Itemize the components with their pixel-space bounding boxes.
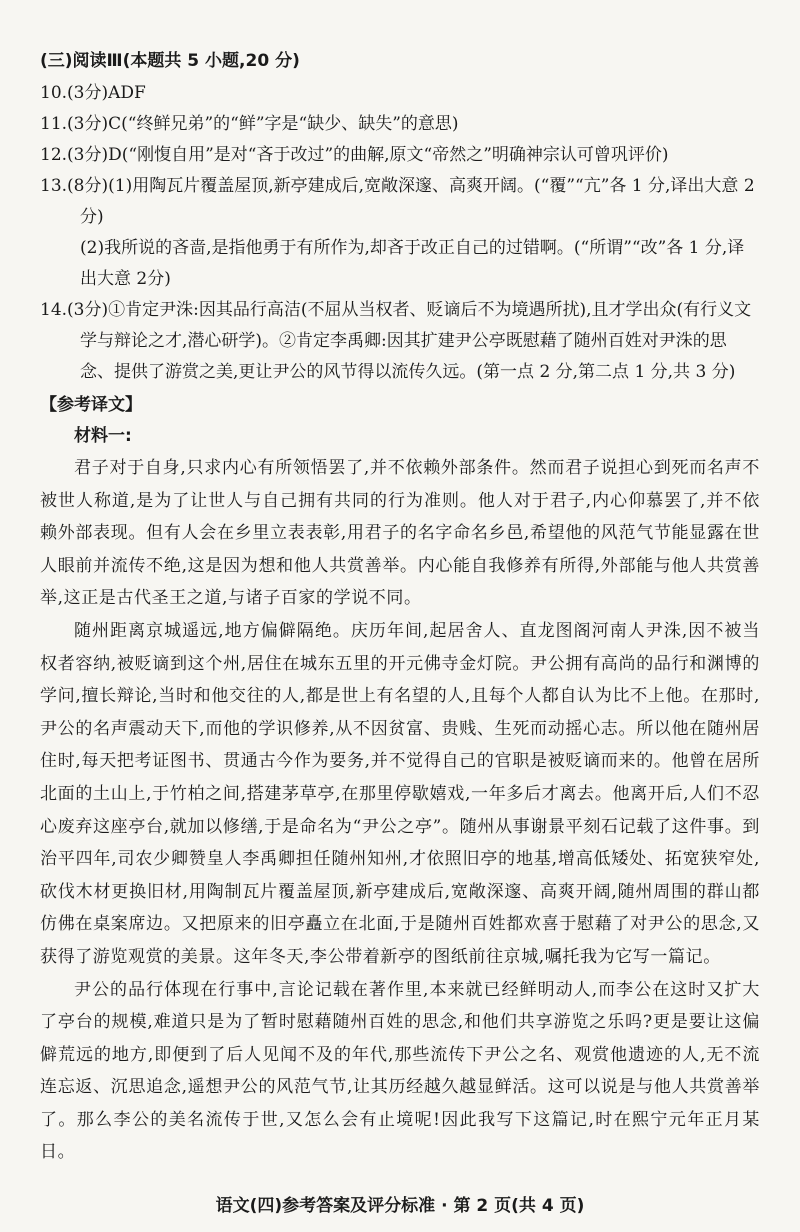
material-one-title: 材料一: — [74, 426, 132, 446]
translation-paragraph-1: 君子对于自身,只求内心有所领悟罢了,并不依赖外部条件。然而君子说担心到死而名声不被世人称道,是为了让世人与自己拥有共同的行为准则。他人对于君子,内心仰慕罢了,并不依赖外部表现。但有人会在乡里立表表彰,用君子的名字命名乡邑,希望他的风范气节能显露在世人眼前并流传不绝,这是因为想和他人共赏善举。内心能自我修养有所得,外部能与他人共赏善举,这正是古代圣王之道,与诸子百家的学说不同。 — [40, 458, 760, 609]
answer-13-part-1: 13.(8分)(1)用陶瓦片覆盖屋顶,新亭建成后,宽敞深邃、高爽开阔。(“覆”“亢”各 1 分,译出大意 2分) — [40, 176, 755, 227]
answer-list — [40, 78, 760, 388]
page-footer: 语文(四)参考答案及评分标准 · 第 2 页(共 4 页) — [215, 1196, 585, 1216]
answer-12: 12.(3分)D(“刚愎自用”是对“吝于改过”的曲解,原文“帝然之”明确神宗认可曾巩评价) — [40, 145, 669, 165]
reference-translation-title: 【参考译文】 — [40, 395, 142, 415]
section-title: (三)阅读Ⅲ(本题共 5 小题,20 分) — [40, 51, 300, 71]
translation-paragraph-3: 尹公的品行体现在行事中,言论记载在著作里,本来就已经鲜明动人,而李公在这时又扩大了亭台的规模,难道只是为了暂时慰藉随州百姓的思念,和他们共享游览之乐吗?更是要让这偏僻荒远的地方,即便到了后人见闻不及的年代,那些流传下尹公之名、观赏他遗迹的人,无不流连忘返、沉思追念,遥想尹公的风范气节,让其历经越久越显鲜活。这可以说是与他人共赏善举了。那么李公的美名流传于世,又怎么会有止境呢!因此我写下这篇记,时在熙宁元年正月某日。 — [40, 979, 760, 1163]
answer-11: 11.(3分)C(“终鲜兄弟”的“鲜”字是“缺少、缺失”的意思) — [40, 114, 459, 134]
translation-paragraph-2: 随州距离京城遥远,地方偏僻隔绝。庆历年间,起居舍人、直龙图阁河南人尹洙,因不被当权者容纳,被贬谪到这个州,居住在城东五里的开元佛寺金灯院。尹公拥有高尚的品行和渊博的学问,擅长辩论,当时和他交往的人,都是世上有名望的人,且每个人都自认为比不上他。在那时,尹公的名声震动天下,而他的学识修养,从不因贫富、贵贱、生死而动摇心志。所以他在随州居住时,每天把考证图书、贯通古今作为要务,并不觉得自己的官职是被贬谪而来的。他曾在居所北面的土山上,于竹柏之间,搭建茅草亭,在那里停歇嬉戏,一年多后才离去。他离开后,人们不忍心废弃这座亭台,就加以修缮,于是命名为“尹公之亭”。随州从事谢景平刻石记载了这件事。到治平四年,司农少卿赞皇人李禹卿担任随州知州,才依照旧亭的地基,增高低矮处、拓宽狭窄处,砍伐木材更换旧材,用陶制瓦片覆盖屋顶,新亭建成后,宽敞深邃、高爽开阔,随州周围的群山都仿佛在桌案席边。又把原来的旧亭矗立在北面,于是随州百姓都欢喜于慰藉了对尹公的思念,又获得了游览观赏的美景。这年冬天,李公带着新亭的图纸前往京城,嘱托我为它写一篇记。 — [40, 620, 760, 967]
answer-13-part-2: (2)我所说的吝啬,是指他勇于有所作为,却吝于改正自己的过错啊。(“所谓”“改”各 1 分,译出大意 2分) — [80, 238, 745, 289]
answer-10: 10.(3分)ADF — [40, 83, 146, 103]
answer-14: 14.(3分)①肯定尹洙:因其品行高洁(不屈从当权者、贬谪后不为境遇所扰),且才学出众(有行义文学与辩论之才,潜心研学)。②肯定李禹卿:因其扩建尹公亭既慰藉了随州百姓对尹洙的思念、提供了游赏之美,更让尹公的风节得以流传久远。(第一点 2 分,第二点 1 分,共 3 分) — [40, 300, 752, 382]
